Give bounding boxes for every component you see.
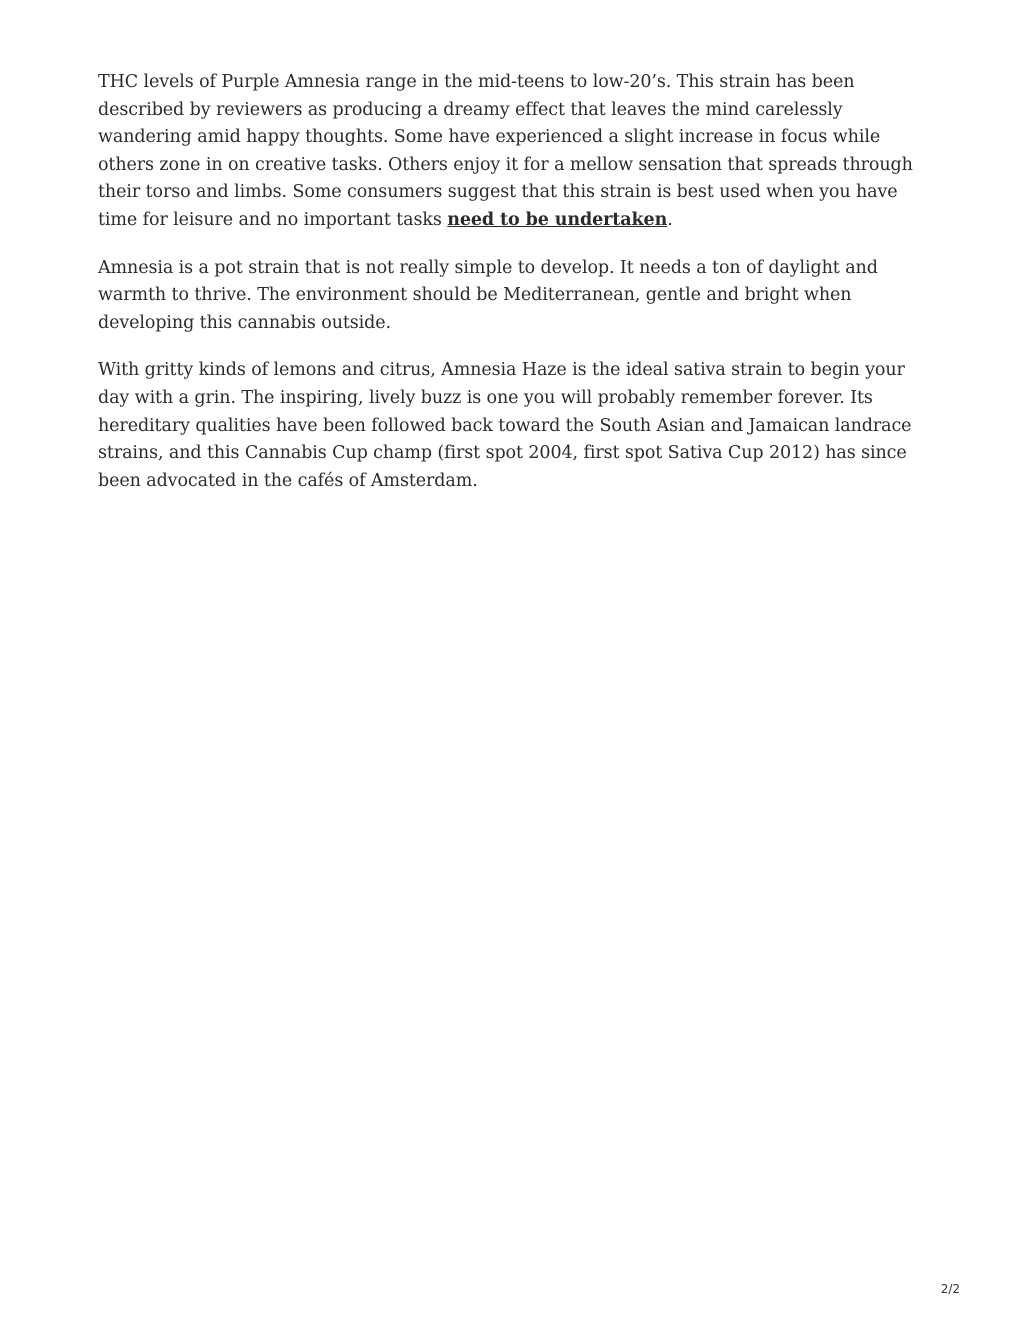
paragraph: [98, 69, 928, 235]
paragraph: Amnesia is a pot strain that is not really simple to develop. It needs a ton of daylight and warmth to thrive. The environment should be Mediterranean, gentle and bright when developing this cannabis outside.: [98, 257, 878, 333]
paragraph: With gritty kinds of lemons and citrus, Amnesia Haze is the ideal sativa strain to begin your day with a grin. The inspiring, lively buzz is one you will probably remember forever. Its hereditary qualities have been followed back toward the South Asian and Jamaican landrace strains, and this Cannabis Cup champ (first spot 2004, first spot Sativa Cup 2012) has since been advocated in the cafés of Amsterdam.: [98, 360, 912, 491]
inline-link[interactable]: need to be undertaken: [447, 209, 668, 230]
article-body: [98, 69, 928, 515]
paragraph-text: THC levels of Purple Amnesia range in the mid-teens to low-20’s. This strain has been described by reviewers as producing a dreamy effect that leaves the mind carelessly wandering amid happy thoughts. Some have experienced a slight increase in focus while others zone in on creative tasks. Others enjoy it for a mellow sensation that spreads through their torso and limbs. Some consumers suggest that this strain is best used when you have time for leisure and no important tasks: [98, 72, 913, 230]
page-number: 2/2: [940, 1282, 960, 1296]
paragraph-text-end: .: [667, 209, 673, 230]
